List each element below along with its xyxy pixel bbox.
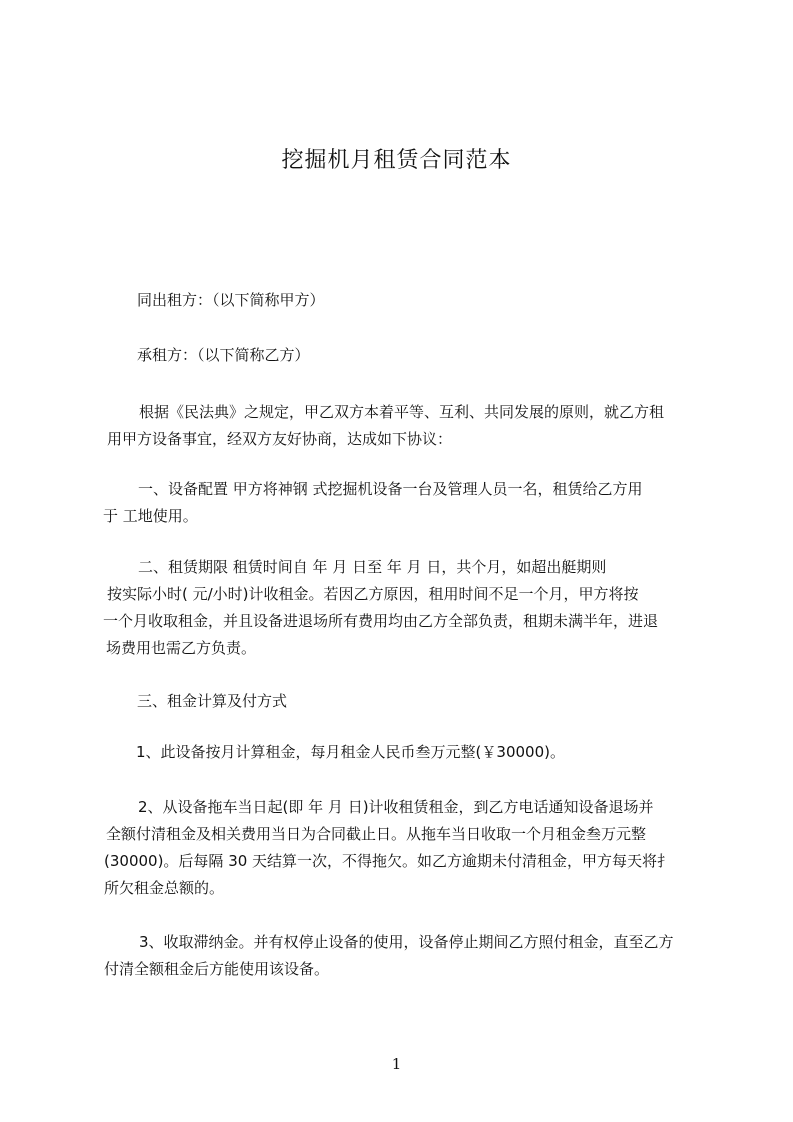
preamble-line-1: 根据《民法典》之规定，甲乙双方本着平等、互利、共同发展的原则，就乙方租 [139, 403, 665, 421]
clause-3-item-2-line-4: 所欠租金总额的。 [104, 879, 225, 897]
party-b-line: 承租方：（以下简称乙方） [137, 346, 310, 364]
page-number: 1 [391, 1055, 402, 1073]
clause-3-item-2-line-2: 全额付清租金及相关费用当日为合同截止日。从拖车当日收取一个月租金叁万元整 [106, 825, 647, 843]
clause-2-line-1: 二、租赁期限 租赁时间自 年 月 日至 年 月 日，共个月，如超出艇期则 [138, 558, 607, 576]
document-title: 挖掘机月租赁合同范本 [281, 148, 512, 173]
clause-3-item-3-line-1: 3、收取滞纳金。并有权停止设备的使用，设备停止期间乙方照付租金，直至乙方 [139, 933, 674, 951]
clause-3-item-3-line-2: 付清全额租金后方能使用该设备。 [104, 960, 330, 978]
clause-2-line-2: 按实际小时( 元/小时)计收租金。若因乙方原因，租用时间不足一个月，甲方将按 [107, 585, 639, 603]
clause-3-item-2-line-1: 2、从设备拖车当日起(即 年 月 日)计收租赁租金，到乙方电话通知设备退场并 [138, 798, 654, 816]
clause-2-line-4: 场费用也需乙方负责。 [106, 639, 257, 657]
party-a-line: 同出租方：（以下简称甲方） [137, 291, 325, 309]
clause-3-item-2-line-3: (30000)。后每隔 30 天结算一次，不得拖欠。如乙方逾期未付清租金，甲方每天将扌 [104, 852, 673, 870]
clause-2-line-3: 一个月收取租金，并且设备进退场所有费用均由乙方全部负责，租期未满半年，进退 [103, 612, 659, 630]
preamble-line-2: 用甲方设备事宜，经双方友好协商，达成如下协议： [107, 430, 453, 448]
clause-1-line-1: 一、设备配置 甲方将神钢 式挖掘机设备一台及管理人员一名，租赁给乙方用 [138, 480, 643, 498]
clause-3-item-1: 1、此设备按月计算租金，每月租金人民币叁万元整(￥30000)。 [136, 743, 565, 761]
clause-3-heading: 三、租金计算及付方式 [137, 692, 288, 710]
clause-1-line-2: 于 工地使用。 [103, 507, 198, 525]
